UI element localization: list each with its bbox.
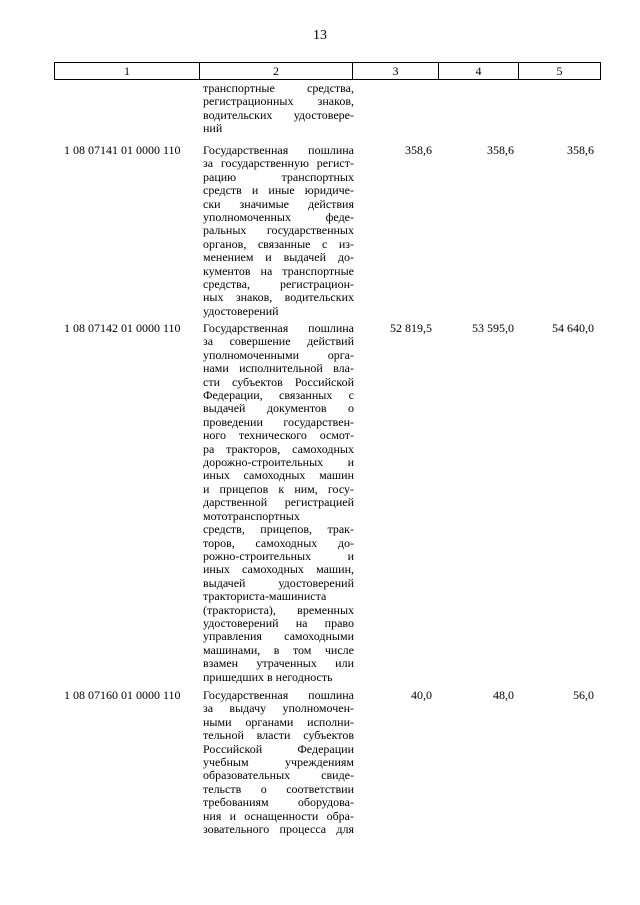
description-line: за выдачу уполномочен- xyxy=(203,701,354,716)
description-line: уполномоченными орга- xyxy=(203,347,354,362)
description-line: иных самоходных машин xyxy=(203,468,354,483)
description-line: органов, связанные с из- xyxy=(203,236,354,251)
description-line: удостоверений xyxy=(203,303,279,318)
column-header-1: 1 xyxy=(124,64,130,78)
value-col5: 54 640,0 xyxy=(552,321,594,335)
description-line: (тракториста), временных xyxy=(203,602,354,617)
description-line: тельной власти субъектов xyxy=(203,728,354,743)
description-line: регистрационных знаков, xyxy=(203,94,354,109)
description-line: учебным учреждениям xyxy=(203,755,354,770)
description-line: уполномоченных феде- xyxy=(203,210,354,225)
description-line: сти субъектов Российской xyxy=(203,374,354,389)
description-line: зовательного процесса для xyxy=(203,822,354,837)
column-header-4: 4 xyxy=(475,64,482,78)
description-line: средства, регистрацион- xyxy=(203,277,354,292)
description-line: Государственная пошлина xyxy=(203,321,354,335)
description-line: рацию транспортных xyxy=(203,169,354,184)
value-col3: 52 819,5 xyxy=(390,321,432,335)
description-line: водительских удостовере- xyxy=(203,107,354,122)
value-col4: 358,6 xyxy=(487,143,514,157)
row-code: 1 08 07141 01 0000 110 xyxy=(64,143,181,157)
description-line: удостоверений на право xyxy=(203,615,354,630)
description-line: пришедших в негодность xyxy=(203,669,333,684)
description-line: транспортные средства, xyxy=(203,81,354,95)
description-line: Государственная пошлина xyxy=(203,143,354,157)
description-line: ными органами исполни- xyxy=(203,714,354,729)
description-line: ски значимые действия xyxy=(203,196,354,211)
description-line: Государственная пошлина xyxy=(203,688,354,702)
row-description xyxy=(203,689,354,836)
table-header xyxy=(54,62,601,80)
column-header-3: 3 xyxy=(392,64,399,78)
description-line: ния и оснащенности обра- xyxy=(203,808,354,823)
value-col4: 53 595,0 xyxy=(472,321,514,335)
description-line: ного технического осмот- xyxy=(203,428,354,443)
description-line: тракториста-машиниста xyxy=(203,589,327,604)
value-col4: 48,0 xyxy=(493,688,514,702)
description-line: Российской Федерации xyxy=(203,741,354,756)
value-col3: 358,6 xyxy=(405,143,432,157)
row-description xyxy=(203,144,354,318)
description-line: Федерации, связанных с xyxy=(203,388,354,403)
description-line: торов, самоходных до- xyxy=(203,535,354,550)
description-line: мототранспортных xyxy=(203,508,300,523)
description-line: управления самоходными xyxy=(203,629,354,644)
description-line: машинами, в том числе xyxy=(203,642,354,657)
description-line: средств и иные юридиче- xyxy=(203,183,354,198)
description-line: менением и выдачей до- xyxy=(203,250,354,265)
continuation-description xyxy=(203,82,354,136)
description-line: за государственную регист- xyxy=(203,156,354,171)
description-line: ра тракторов, самоходных xyxy=(203,441,354,456)
description-line: требованиям оборудова- xyxy=(203,795,354,810)
description-line: выдачей документов о xyxy=(203,401,354,416)
description-line: выдачей удостоверений xyxy=(203,575,354,590)
column-header-2: 2 xyxy=(273,64,279,78)
description-line: тельств о соответствии xyxy=(203,781,354,796)
description-line: ний xyxy=(203,121,223,136)
description-line: за совершение действий xyxy=(203,334,354,349)
description-line: и прицепов к ним, госу- xyxy=(203,481,354,496)
description-line: кументов на транспортные xyxy=(203,263,354,278)
description-line: дарственной регистрацией xyxy=(203,495,354,510)
page-number: 13 xyxy=(313,28,327,43)
row-code: 1 08 07160 01 0000 110 xyxy=(64,688,181,702)
description-line: ных знаков, водительских xyxy=(203,290,354,305)
value-col5: 358,6 xyxy=(567,143,594,157)
description-line: взамен утраченных или xyxy=(203,656,354,671)
value-col3: 40,0 xyxy=(411,688,432,702)
column-header-5: 5 xyxy=(556,64,563,78)
description-line: дорожно-строительных и xyxy=(203,455,354,470)
description-line: рожно-строительных и xyxy=(203,548,354,563)
description-line: нами исполнительной вла- xyxy=(203,361,354,376)
description-line: ральных государственных xyxy=(203,223,354,238)
description-line: проведении государствен- xyxy=(203,414,354,429)
description-line: иных самоходных машин, xyxy=(203,562,354,577)
description-line: средств, прицепов, трак- xyxy=(203,522,354,537)
description-line: образовательных свиде- xyxy=(203,768,354,783)
row-description xyxy=(203,322,354,684)
row-code: 1 08 07142 01 0000 110 xyxy=(64,321,181,335)
value-col5: 56,0 xyxy=(573,688,594,702)
